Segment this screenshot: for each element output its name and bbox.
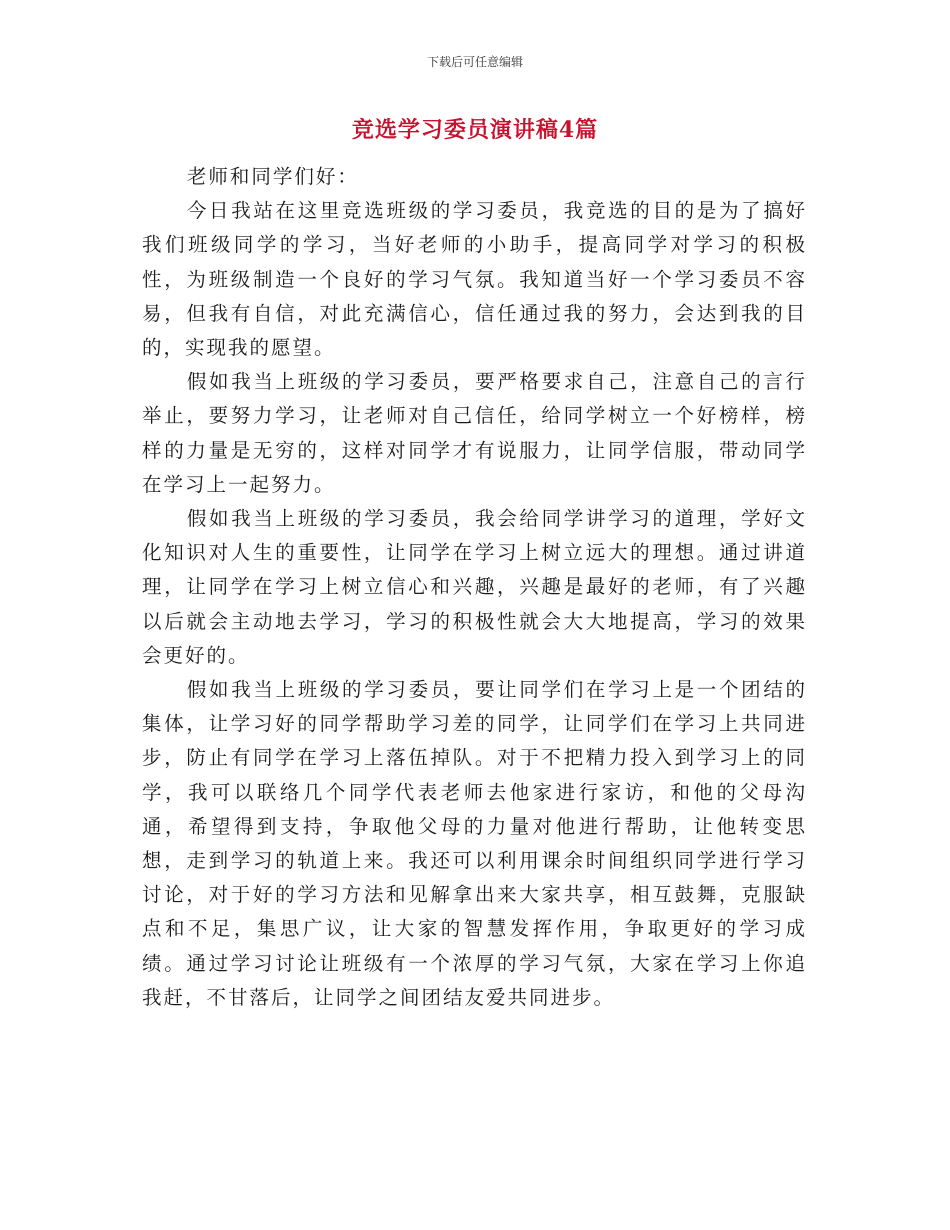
greeting-paragraph: 老师和同学们好： bbox=[186, 165, 359, 188]
body-paragraph-3: 假如我当上班级的学习委员，我会给同学讲学习的道理，学好文化知识对人生的重要性，让同学在学习上树立远大的理想。通过讲道理，让同学在学习上树立信心和兴趣，兴趣是最好的老师，有了兴趣以后就会主动地去学习，学习的积极性就会大大地提高，学习的效果会更好的。 bbox=[142, 507, 807, 667]
document-body bbox=[142, 160, 807, 1015]
body-paragraph-4: 假如我当上班级的学习委员，要让同学们在学习上是一个团结的集体，让学习好的同学帮助学习差的同学，让同学们在学习上共同进步，防止有同学在学习上落伍掉队。对于不把精力投入到学习上的同学，我可以联络几个同学代表老师去他家进行家访，和他的父母沟通，希望得到支持，争取他父母的力量对他进行帮助，让他转变思想，走到学习的轨道上来。我还可以利用课余时间组织同学进行学习讨论，对于好的学习方法和见解拿出来大家共享，相互鼓舞，克服缺点和不足，集思广议，让大家的智慧发挥作用，争取更好的学习成绩。通过学习讨论让班级有一个浓厚的学习气氛，大家在学习上你追我赶，不甘落后，让同学之间团结友爱共同进步。 bbox=[142, 678, 807, 1009]
document-title: 竞选学习委员演讲稿4篇 bbox=[351, 117, 599, 143]
body-paragraph-2: 假如我当上班级的学习委员，要严格要求自己，注意自己的言行举止，要努力学习，让老师对自己信任，给同学树立一个好榜样，榜样的力量是无穷的，这样对同学才有说服力，让同学信服，带动同学在学习上一起努力。 bbox=[142, 370, 807, 496]
header-note: 下载后可任意编辑 bbox=[426, 55, 523, 69]
body-paragraph-1: 今日我站在这里竞选班级的学习委员，我竞选的目的是为了搞好我们班级同学的学习，当好老师的小助手，提高同学对学习的积极性，为班级制造一个良好的学习气氛。我知道当好一个学习委员不容易，但我有自信，对此充满信心，信任通过我的努力，会达到我的目的，实现我的愿望。 bbox=[142, 199, 807, 360]
